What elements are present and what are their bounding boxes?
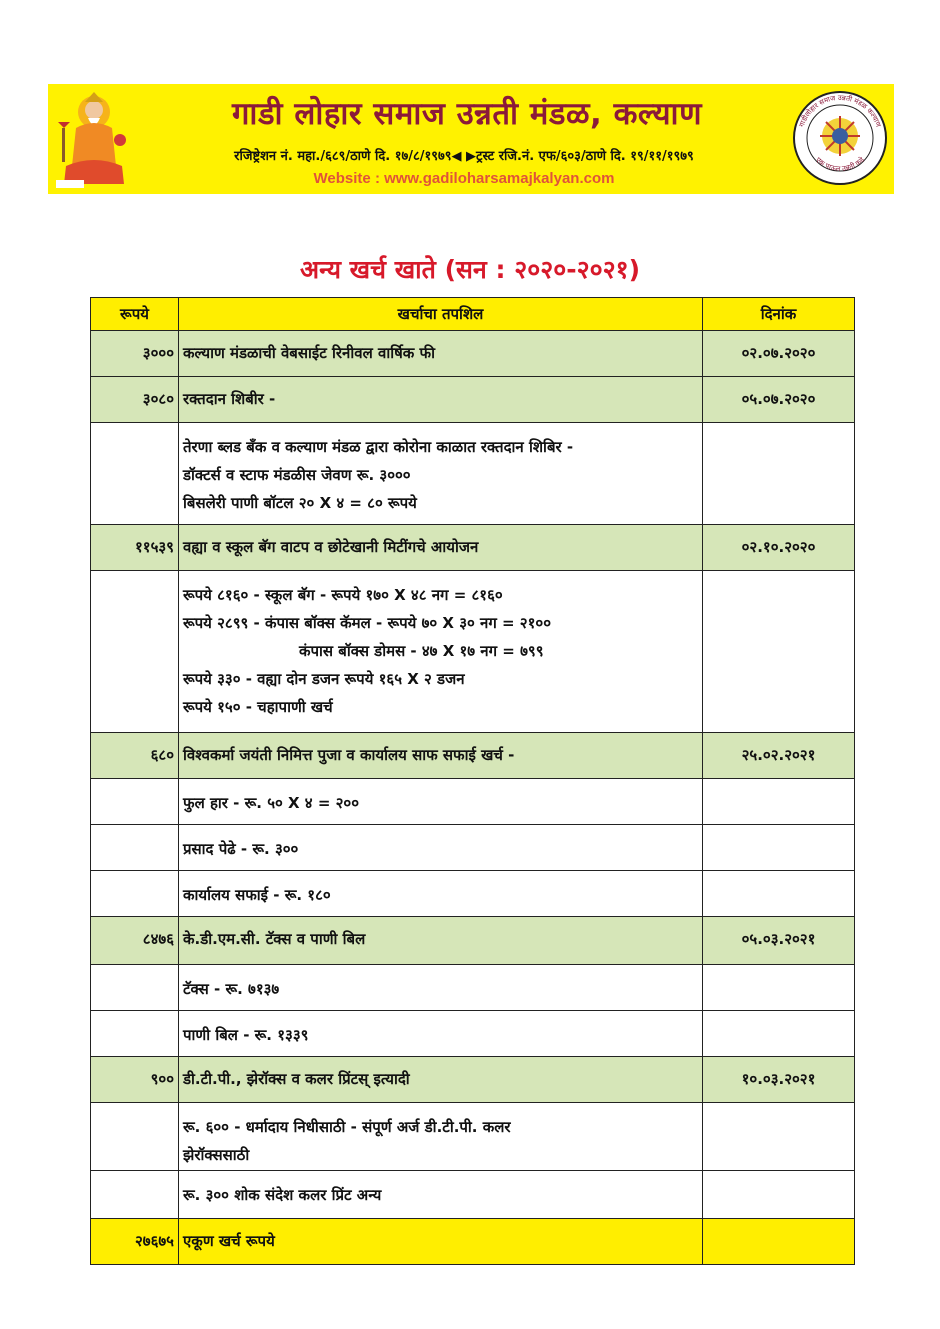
detail-line: झेरॉक्ससाठी bbox=[183, 1146, 250, 1164]
document-title: अन्य खर्च खाते (सन : २०२०-२०२१) bbox=[300, 255, 640, 284]
details-cell bbox=[179, 423, 703, 525]
expense-detail-row bbox=[91, 571, 855, 733]
details-cell bbox=[179, 1057, 703, 1103]
detail-line: रू. ३०० शोक संदेश कलर प्रिंट अन्य bbox=[183, 1186, 382, 1204]
detail-line: के.डी.एम.सी. टॅक्स व पाणी बिल bbox=[183, 930, 366, 948]
amount-cell: ३००० bbox=[91, 331, 179, 377]
amount-cell: ३०८० bbox=[91, 377, 179, 423]
amount-cell: ६८० bbox=[91, 733, 179, 779]
date-cell bbox=[703, 871, 855, 917]
date-cell bbox=[703, 825, 855, 871]
amount-cell bbox=[91, 965, 179, 1011]
website-link[interactable]: Website : www.gadiloharsamajkalyan.com bbox=[313, 170, 615, 187]
detail-line: रूपये ८१६० - स्कूल बॅग - रूपये १७० X ४८ नग = ८१६० bbox=[183, 586, 503, 604]
date-cell: ०२.०७.२०२० bbox=[703, 331, 855, 377]
amount-cell bbox=[91, 423, 179, 525]
expense-detail-row bbox=[91, 779, 855, 825]
date-cell bbox=[703, 571, 855, 733]
registration-details: रजिष्ट्रेशन नं. महा./६८९/ठाणे दि. १७/८/१९७९◀ ▶ट्रस्ट रजि.नं. एफ/६०३/ठाणे दि. १९/११/१९७९ bbox=[234, 149, 694, 164]
header-details: खर्चाचा तपशिल bbox=[179, 298, 703, 331]
detail-line: कार्यालय सफाई - रू. १८० bbox=[183, 886, 331, 904]
amount-cell: ९०० bbox=[91, 1057, 179, 1103]
expense-detail-row bbox=[91, 1171, 855, 1219]
detail-line: प्रसाद पेढे - रू. ३०० bbox=[183, 840, 299, 858]
date-cell bbox=[703, 423, 855, 525]
table-header-row bbox=[91, 298, 855, 331]
expense-detail-row bbox=[91, 423, 855, 525]
amount-cell: २७६७५ bbox=[91, 1219, 179, 1265]
details-cell bbox=[179, 1103, 703, 1171]
organization-emblem-seal bbox=[792, 90, 888, 186]
detail-line: डी.टी.पी., झेरॉक्स व कलर प्रिंटस् इत्यादी bbox=[183, 1070, 410, 1088]
total-row bbox=[91, 1219, 855, 1265]
detail-line: रू. ६०० - धर्मादाय निधीसाठी - संपूर्ण अर्ज डी.टी.पी. कलर bbox=[183, 1118, 511, 1136]
details-cell bbox=[179, 331, 703, 377]
details-cell bbox=[179, 571, 703, 733]
details-cell bbox=[179, 825, 703, 871]
header-amount: रूपये bbox=[91, 298, 179, 331]
amount-cell bbox=[91, 1171, 179, 1219]
expense-detail-row bbox=[91, 965, 855, 1011]
header-date: दिनांक bbox=[703, 298, 855, 331]
emblem-top-text: गाडीलोहार समाज उन्नती मंडळ कल्याण bbox=[797, 93, 883, 129]
date-cell: ०५.०३.२०२१ bbox=[703, 917, 855, 965]
expense-row bbox=[91, 377, 855, 423]
date-cell bbox=[703, 1103, 855, 1171]
date-cell: १०.०३.२०२१ bbox=[703, 1057, 855, 1103]
details-cell bbox=[179, 1171, 703, 1219]
detail-line: तेरणा ब्लड बँक व कल्याण मंडळ द्वारा कोरोना काळात रक्तदान शिबिर - bbox=[183, 438, 574, 456]
vishwakarma-deity-image bbox=[52, 88, 136, 190]
detail-line: वह्या व स्कूल बॅग वाटप व छोटेखानी मिटींगचे आयोजन bbox=[183, 538, 479, 556]
date-cell bbox=[703, 779, 855, 825]
header-banner bbox=[48, 84, 894, 194]
amount-cell bbox=[91, 1103, 179, 1171]
expense-row bbox=[91, 917, 855, 965]
emblem-bottom-text: एक पाऊल उन्नती कडे bbox=[814, 155, 866, 174]
expense-ledger-table bbox=[90, 297, 855, 1265]
expense-row bbox=[91, 525, 855, 571]
detail-line: बिसलेरी पाणी बॉटल २० X ४ = ८० रूपये bbox=[183, 494, 417, 512]
details-cell bbox=[179, 871, 703, 917]
detail-line: पाणी बिल - रू. १३३९ bbox=[183, 1026, 309, 1044]
details-cell bbox=[179, 377, 703, 423]
details-cell bbox=[179, 965, 703, 1011]
expense-row bbox=[91, 733, 855, 779]
detail-line: टॅक्स - रू. ७१३७ bbox=[183, 980, 280, 998]
table-body bbox=[91, 331, 855, 1265]
expense-detail-row bbox=[91, 1011, 855, 1057]
amount-cell: ११५३९ bbox=[91, 525, 179, 571]
detail-line: डॉक्टर्स व स्टाफ मंडळीस जेवण रू. ३००० bbox=[183, 466, 411, 484]
date-cell: ०२.१०.२०२० bbox=[703, 525, 855, 571]
date-cell: २५.०२.२०२१ bbox=[703, 733, 855, 779]
organization-name: गाडी लोहार समाज उन्नती मंडळ, कल्याण bbox=[231, 96, 702, 132]
expense-detail-row bbox=[91, 1103, 855, 1171]
date-cell bbox=[703, 1219, 855, 1265]
details-cell bbox=[179, 525, 703, 571]
details-cell bbox=[179, 1011, 703, 1057]
details-cell bbox=[179, 733, 703, 779]
detail-line: फुल हार - रू. ५० X ४ = २०० bbox=[183, 794, 360, 812]
date-cell bbox=[703, 1171, 855, 1219]
expense-detail-row bbox=[91, 871, 855, 917]
detail-line: रूपये १५० - चहापाणी खर्च bbox=[183, 698, 333, 716]
expense-row bbox=[91, 1057, 855, 1103]
detail-line: कल्याण मंडळाची वेबसाईट रिनीवल वार्षिक फी bbox=[183, 344, 435, 362]
amount-cell: ८४७६ bbox=[91, 917, 179, 965]
amount-cell bbox=[91, 871, 179, 917]
amount-cell bbox=[91, 1011, 179, 1057]
amount-cell bbox=[91, 779, 179, 825]
details-cell bbox=[179, 779, 703, 825]
date-cell bbox=[703, 965, 855, 1011]
amount-cell bbox=[91, 825, 179, 871]
detail-line: रूपये ३३० - वह्या दोन डजन रूपये १६५ X २ डजन bbox=[183, 670, 465, 688]
detail-line: विश्वकर्मा जयंती निमित्त पुजा व कार्यालय साफ सफाई खर्च - bbox=[183, 746, 515, 764]
details-cell bbox=[179, 917, 703, 965]
date-cell bbox=[703, 1011, 855, 1057]
detail-line: रक्तदान शिबीर - bbox=[183, 390, 276, 408]
detail-line: कंपास बॉक्स डोमस - ४७ X १७ नग = ७९९ bbox=[299, 642, 544, 660]
detail-line: एकूण खर्च रूपये bbox=[183, 1232, 275, 1250]
date-cell: ०५.०७.२०२० bbox=[703, 377, 855, 423]
detail-line: रूपये २८९९ - कंपास बॉक्स कॅमल - रूपये ७० X ३० नग = २१०० bbox=[183, 614, 551, 632]
expense-row bbox=[91, 331, 855, 377]
details-cell bbox=[179, 1219, 703, 1265]
amount-cell bbox=[91, 571, 179, 733]
expense-detail-row bbox=[91, 825, 855, 871]
